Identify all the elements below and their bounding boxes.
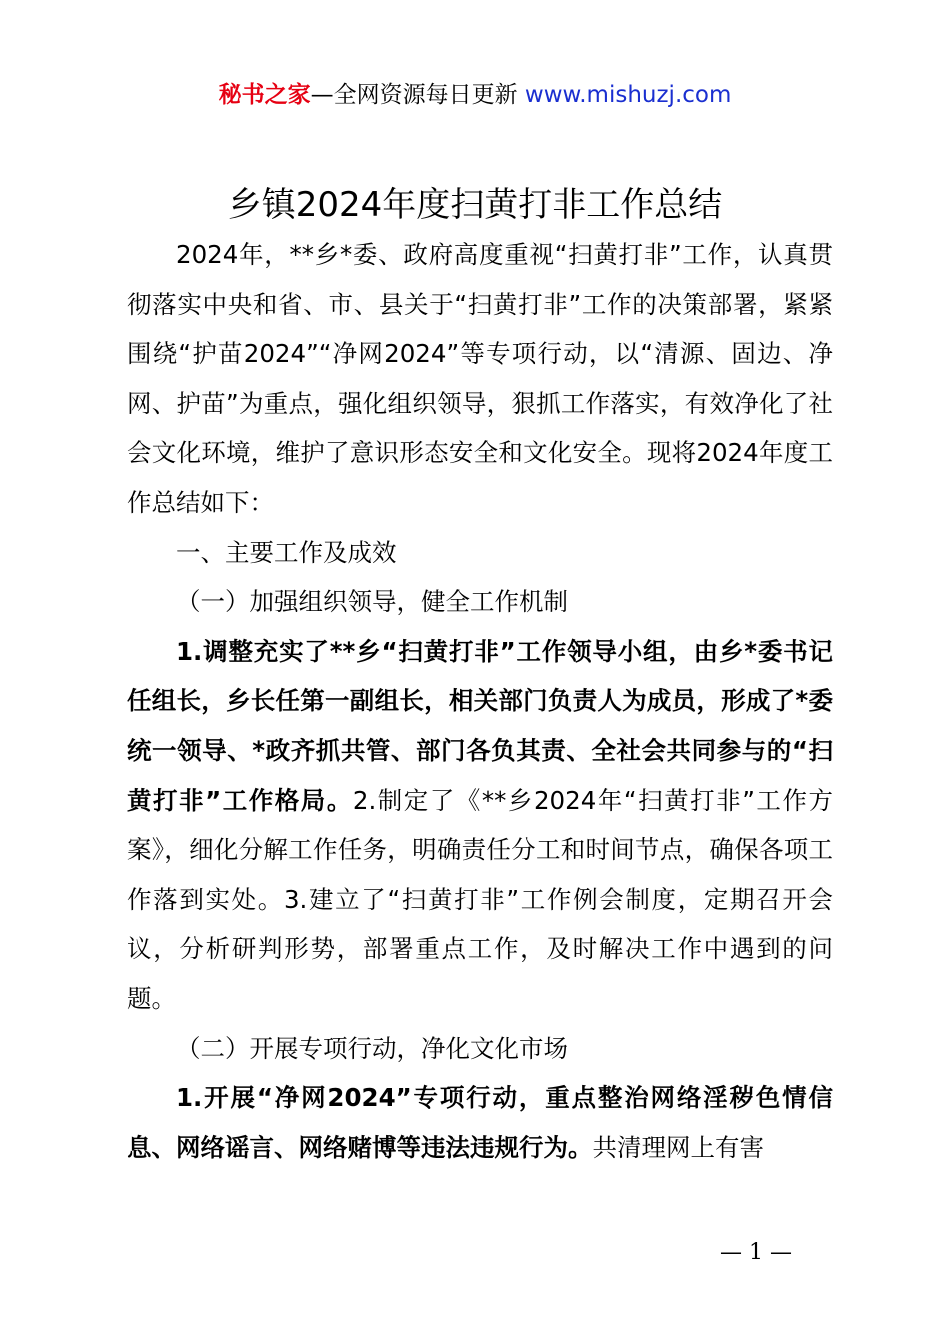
site-header [0, 78, 950, 112]
site-url-link[interactable]: www.mishuzj.com [524, 82, 732, 108]
body-paragraph [127, 1073, 833, 1172]
paragraph-text: 共清理网上有害 [592, 1132, 764, 1162]
page-number: — 1 — [720, 1240, 792, 1265]
subsection-heading: （二）开展专项行动，净化文化市场 [176, 1033, 568, 1063]
subsection-heading: （一）加强组织领导，健全工作机制 [176, 587, 568, 617]
body-paragraph [127, 627, 833, 1024]
document-body [127, 230, 833, 1172]
site-brand: 秘书之家 [218, 82, 311, 108]
site-slogan: —全网资源每日更新 [310, 82, 518, 108]
section-heading: 一、主要工作及成效 [176, 537, 397, 567]
paragraph-text: 2.制定了《**乡2024年“扫黄打非”工作方案》，细化分解工作任务，明确责任分工和时间节点，确保各项工作落到实处。3.建立了“扫黄打非”工作例会制度，定期召开会议，分析研判形势，部署重点工作，及时解决工作中遇到的问题。 [127, 785, 833, 1013]
document-title: 乡镇2024年度扫黄打非工作总结 [227, 185, 723, 225]
bold-lead-text: 1.开展“净网2024”专项行动，重点整治网络淫秽色情信息、网络谣言、网络赌博等违法违规行为。 [127, 1083, 833, 1162]
bold-lead-text: 1.调整充实了**乡“扫黄打非”工作领导小组，由乡*委书记任组长，乡长任第一副组长，相关部门负责人为成员，形成了*委统一领导、*政齐抓共管、部门各负其责、全社会共同参与的“扫黄打非”工作格局。 [127, 636, 833, 815]
intro-paragraph: 2024年，**乡*委、政府高度重视“扫黄打非”工作，认真贯彻落实中央和省、市、县关于“扫黄打非”工作的决策部署，紧紧围绕“护苗2024”“净网2024”等专项行动，以“清源、固边、净网、护苗”为重点，强化组织领导，狠抓工作落实，有效净化了社会文化环境，维护了意识形态安全和文化安全。现将2024年度工作总结如下： [127, 240, 833, 517]
